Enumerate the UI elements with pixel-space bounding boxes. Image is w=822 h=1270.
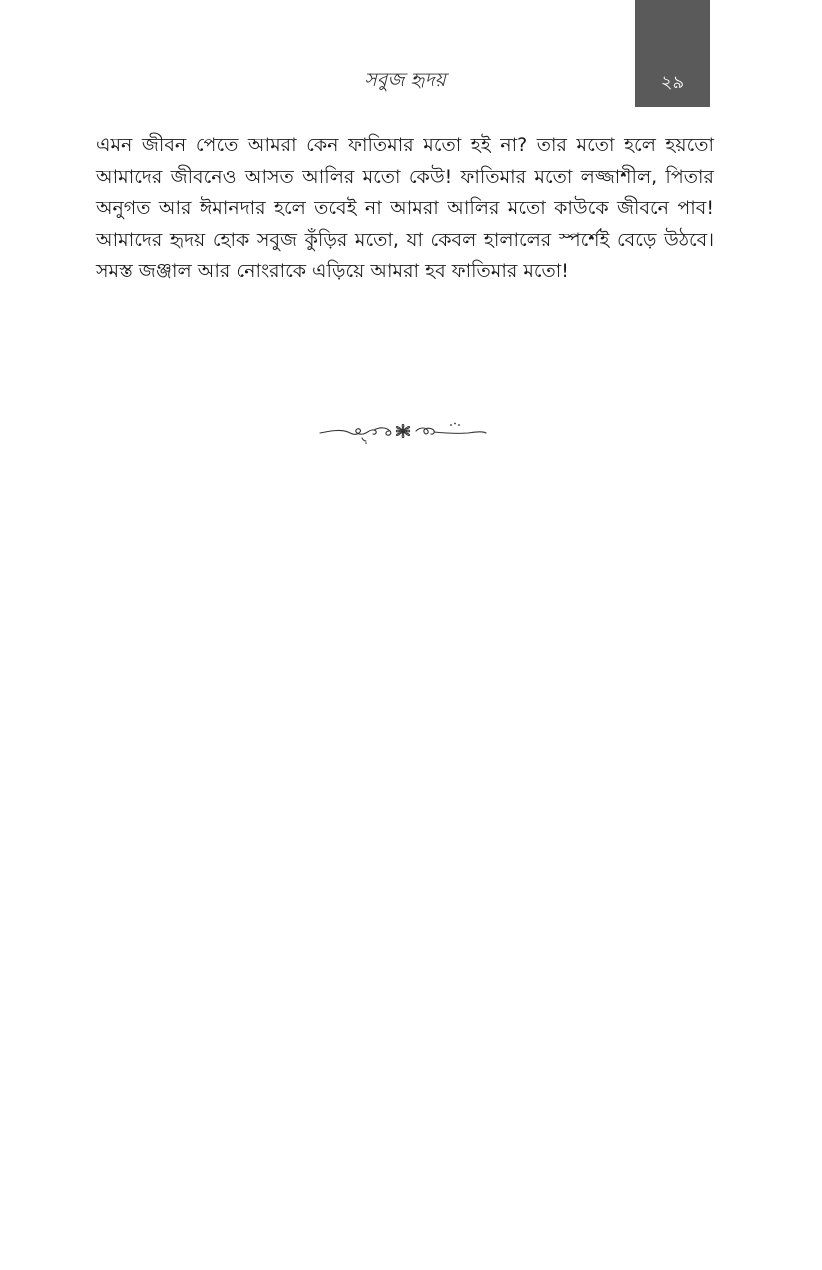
- running-head-title: সবুজ হৃদয়: [364, 69, 446, 91]
- page-number: ২৯: [660, 72, 685, 93]
- body-paragraph: এমন জীবন পেতে আমরা কেন ফাতিমার মতো হই না? তার মতো হলে হয়তো আমাদের জীবনেও আসত আলির মতো কেউ! ফাতিমার মতো লজ্জাশীল, পিতার অনুগত আর ঈমানদার হলে তবেই না আমরা আলির মতো কাউকে জীবনে পাব! আমাদের হৃদয় হোক সবুজ কুঁড়ির মতো, যা কেবল হালালের স্পর্শেই বেড়ে উঠবে। সমস্ত জঞ্জাল আর নোংরাকে এড়িয়ে আমরা হব ফাতিমার মতো!: [96, 134, 714, 282]
- body-paragraph-block: [96, 130, 714, 288]
- floral-divider-icon: [318, 414, 488, 448]
- page-number-tab: [635, 0, 710, 107]
